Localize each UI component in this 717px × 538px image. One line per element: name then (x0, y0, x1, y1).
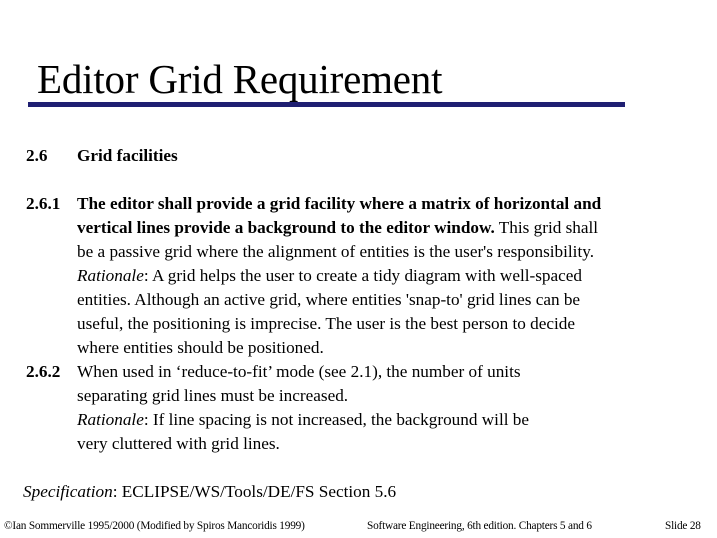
rationale-text-line: entities. Although an active grid, where entities 'snap-to' grid lines can be (77, 290, 581, 309)
requirement-bold-text: vertical lines provide a background to the editor window. (77, 218, 495, 237)
specification-line (23, 480, 396, 504)
requirement-text-line: When used in ‘reduce-to-fit’ mode (see 2.1), the number of units (77, 362, 521, 381)
section-heading: Grid facilities (77, 146, 178, 165)
requirement-number: 2.6.2 (26, 362, 61, 381)
specification-text: : ECLIPSE/WS/Tools/DE/FS Section 5.6 (112, 482, 397, 501)
section-number: 2.6 (26, 146, 48, 165)
rationale-label: Rationale (77, 266, 144, 285)
slide-title: Editor Grid Requirement (37, 56, 443, 102)
requirement-text-line (77, 216, 598, 240)
rationale-line (77, 264, 582, 288)
requirement-text-line: separating grid lines must be increased. (77, 386, 349, 405)
footer-book-reference: Software Engineering, 6th edition. Chapters 5 and 6 (367, 520, 592, 532)
rationale-line (77, 408, 529, 432)
title-underline (28, 102, 625, 107)
requirement-number: 2.6.1 (26, 194, 61, 213)
footer-slide-number: Slide 28 (665, 520, 701, 532)
specification-label: Specification (23, 482, 113, 501)
footer-copyright: ©Ian Sommerville 1995/2000 (Modified by Spiros Mancoridis 1999) (4, 520, 305, 532)
rationale-text-line: useful, the positioning is imprecise. The user is the best person to decide (77, 314, 576, 333)
rationale-label: Rationale (77, 410, 144, 429)
requirement-text: This grid shall (494, 218, 599, 237)
requirement-text-line: be a passive grid where the alignment of entities is the user's responsibility. (77, 242, 595, 261)
rationale-text: : A grid helps the user to create a tidy diagram with well-spaced (143, 266, 582, 285)
rationale-text: : If line spacing is not increased, the background will be (143, 410, 530, 429)
rationale-text-line: very cluttered with grid lines. (77, 434, 280, 453)
requirement-text-line: The editor shall provide a grid facility where a matrix of horizontal and (77, 194, 602, 213)
rationale-text-line: where entities should be positioned. (77, 338, 324, 357)
